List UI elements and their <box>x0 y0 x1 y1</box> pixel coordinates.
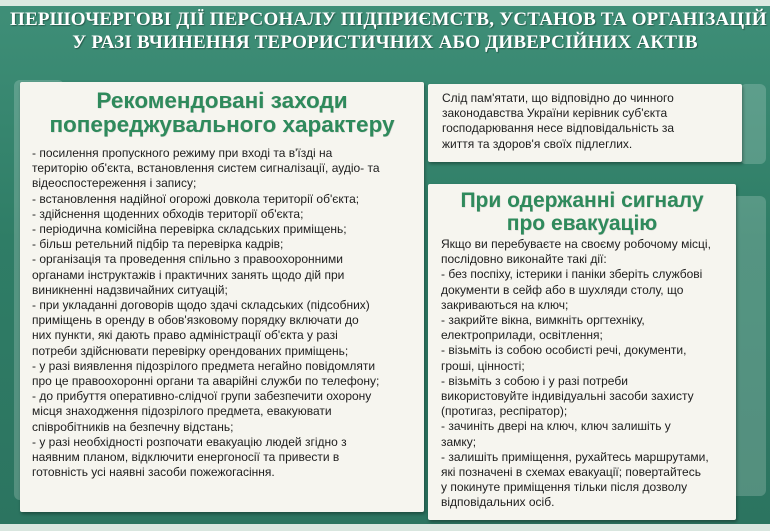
preventive-line: готовність усі наявні засоби пожежогасіння. <box>32 465 275 480</box>
evacuation-panel <box>428 184 736 520</box>
preventive-heading <box>20 89 424 137</box>
preventive-line: - більш ретельний підбір та перевірка кадрів; <box>32 237 284 252</box>
background-panel-right-top <box>740 84 766 164</box>
evacuation-line: Якщо ви перебуваєте на своєму робочому місці, <box>441 237 711 251</box>
preventive-line: органами інструктажів і практичних занять щодо дій при <box>32 267 345 282</box>
evacuation-line: - зачиніть двері на ключ, ключ залишіть у <box>441 419 671 434</box>
bottom-stripe <box>0 524 770 531</box>
preventive-line: виникненні надзвичайних ситуацій; <box>32 282 228 297</box>
evacuation-line: - закрийте вікна, вимкніть оргтехніку, <box>441 313 645 328</box>
evacuation-line: - візьміть із собою особисті речі, документи, <box>441 343 687 358</box>
preventive-line: співробітників на безпечну відстань; <box>32 419 234 434</box>
preventive-line: - у разі необхідності розпочати евакуацію людей згідно з <box>32 434 347 449</box>
preventive-heading-line-2: попереджувального характеру <box>49 112 395 137</box>
note-line: законодавства України керівник суб'єкта <box>442 106 668 121</box>
evacuation-line: документи в сейф або в шухляди столу, що <box>441 282 684 297</box>
evacuation-line: у покинуте приміщення тільки після дозволу <box>441 480 688 495</box>
evacuation-heading-line-1: При одержанні сигналу <box>460 189 704 212</box>
evacuation-line: закриваються на ключ; <box>441 297 569 312</box>
preventive-measures-panel <box>20 82 424 512</box>
preventive-line: відеоспостереження і запису; <box>32 176 197 191</box>
preventive-heading-line-1: Рекомендовані заходи <box>96 88 348 113</box>
preventive-line: потреби здійснювати перевірку орендованих приміщень; <box>32 343 349 358</box>
preventive-line: наявним планом, відключити енергоносії та привести в <box>32 450 340 465</box>
note-line: господарювання несе відповідальність за <box>442 121 675 136</box>
evacuation-line: замку; <box>441 434 477 449</box>
evacuation-line: які позначені в схемах евакуації; повертайтесь <box>441 465 701 480</box>
responsibility-note-text <box>442 91 732 152</box>
title-line-2: У РАЗІ ВЧИНЕННЯ ТЕРОРИСТИЧНИХ АБО ДИВЕРСІЙНИХ АКТІВ <box>72 32 698 53</box>
preventive-line: - організація та проведення спільно з правоохоронними <box>32 252 343 267</box>
preventive-line: - посилення пропускного режиму при вході та в'їзді на <box>32 146 333 160</box>
preventive-measures-list <box>32 146 418 480</box>
evacuation-line: - залишіть приміщення, рухайтесь маршрутами, <box>441 449 709 464</box>
note-line: життя та здоров'я своїх підлеглих. <box>442 136 633 151</box>
preventive-line: - до прибуття оперативно-слідчої групи забезпечити охорону <box>32 389 372 404</box>
poster-title <box>10 8 767 54</box>
note-line: Слід пам'ятати, що відповідно до чинного <box>442 91 674 105</box>
preventive-line: - при укладанні договорів щодо здачі складських (підсобних) <box>32 298 370 313</box>
evacuation-instructions <box>441 237 729 511</box>
evacuation-line: - візьміть з собою і у разі потреби <box>441 373 628 388</box>
preventive-line: про це правоохоронні органи та аварійні служби по телефону; <box>32 374 380 389</box>
preventive-line: - здійснення щоденних обходів території об'єкта; <box>32 206 304 221</box>
preventive-line: місця знаходження підозрілого предмета, евакуювати <box>32 404 332 419</box>
evacuation-heading <box>428 189 736 235</box>
preventive-line: них пункти, які дають право адміністрації об'єкта у разі <box>32 328 338 343</box>
preventive-line: - у разі виявлення підозрілого предмета негайно повідомляти <box>32 358 376 373</box>
title-line-1: ПЕРШОЧЕРГОВІ ДІЇ ПЕРСОНАЛУ ПІДПРИЄМСТВ, УСТАНОВ ТА ОРГАНІЗАЦІЙ <box>10 9 767 30</box>
evacuation-heading-line-2: про евакуацію <box>506 212 658 235</box>
evacuation-line: використовуйте індивідуальні засоби захисту <box>441 389 694 404</box>
responsibility-note-panel <box>428 84 742 162</box>
preventive-line: - періодична комісійна перевірка складських приміщень; <box>32 222 347 237</box>
preventive-line: територію об'єкта, встановлення систем сигналізації, аудіо- та <box>32 161 380 176</box>
evacuation-line: електроприлади, освітлення; <box>441 328 603 343</box>
evacuation-line: послідовно виконайте такі дії: <box>441 252 607 267</box>
evacuation-line: (протигаз, респіратор); <box>441 404 568 419</box>
evacuation-line: - без поспіху, істерики і паніки зберіть службові <box>441 267 703 282</box>
evacuation-line: гроші, цінності; <box>441 358 525 373</box>
evacuation-line: відповідальних осіб. <box>441 495 555 510</box>
preventive-line: приміщень в оренду в обов'язковому порядку включати до <box>32 313 359 328</box>
top-stripe <box>0 0 770 6</box>
preventive-line: - встановлення надійної огорожі довкола території об'єкта; <box>32 191 360 206</box>
